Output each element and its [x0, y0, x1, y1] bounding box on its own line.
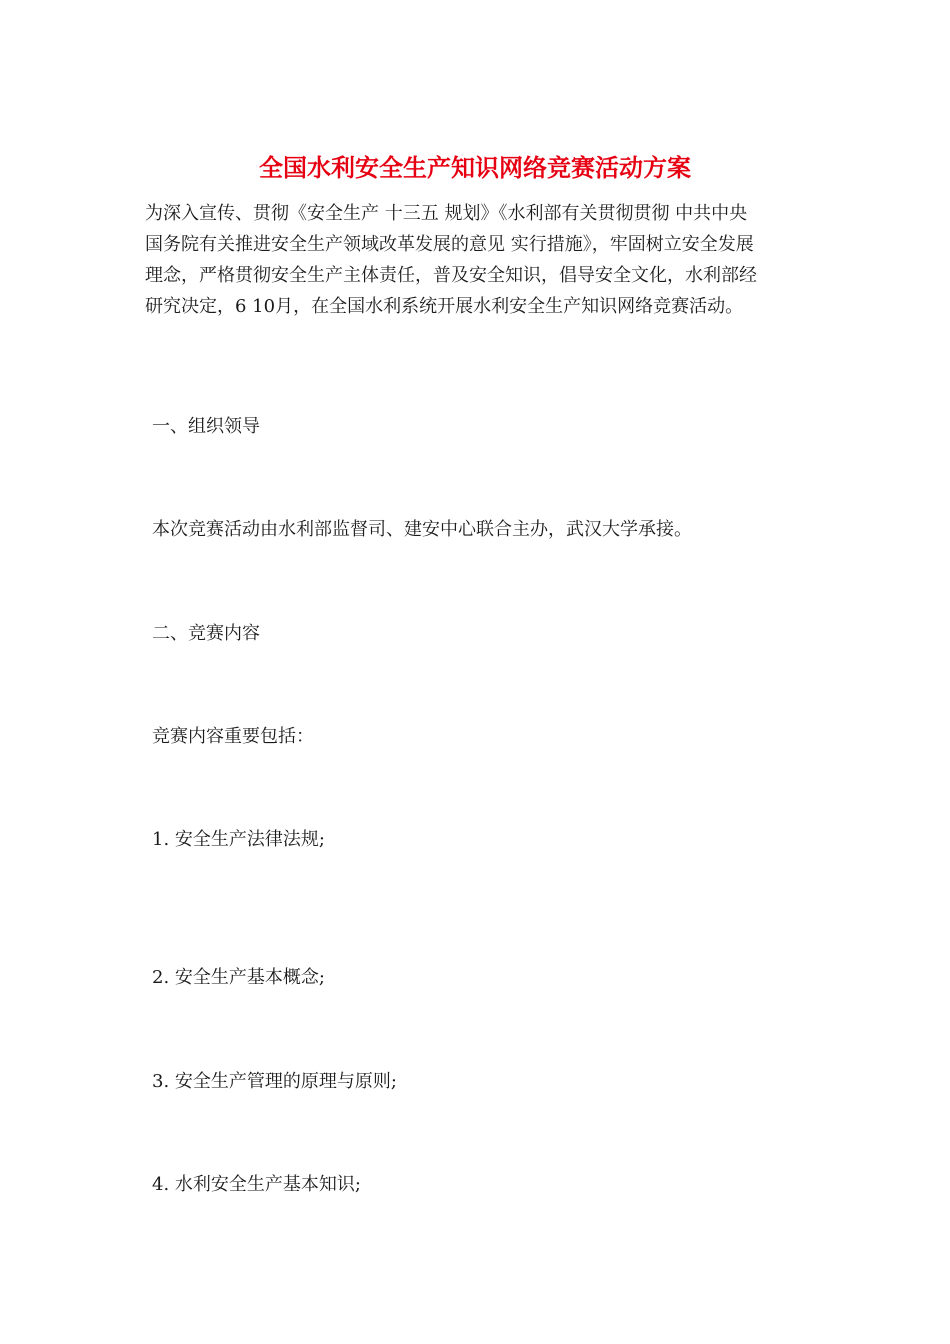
intro-line: 为深入宣传、贯彻《安全生产 十三五 规划》《水利部有关贯彻贯彻 中共中央: [145, 203, 748, 224]
intro-line: 国务院有关推进安全生产领域改革发展的意见 实行措施》，牢固树立安全发展: [145, 234, 754, 255]
section-heading-content: 二、竞赛内容: [152, 623, 260, 644]
section-body-organization: 本次竞赛活动由水利部监督司、建安中心联合主办，武汉大学承接。: [152, 519, 692, 540]
intro-paragraph: [145, 198, 815, 322]
list-item: 2. 安全生产基本概念;: [152, 967, 325, 988]
section-heading-organization: 一、组织领导: [152, 416, 260, 437]
list-item: 3. 安全生产管理的原理与原则;: [152, 1071, 397, 1092]
document-title: 全国水利安全生产知识网络竞赛活动方案: [259, 154, 691, 182]
intro-line: 研究决定，6 10月，在全国水利系统开展水利安全生产知识网络竞赛活动。: [145, 296, 744, 317]
intro-line: 理念，严格贯彻安全生产主体责任，普及安全知识，倡导安全文化，水利部经: [145, 265, 757, 286]
list-item: 4. 水利安全生产基本知识;: [152, 1174, 361, 1195]
section-intro-content: 竞赛内容重要包括：: [152, 726, 314, 747]
list-item: 1. 安全生产法律法规;: [152, 829, 325, 850]
